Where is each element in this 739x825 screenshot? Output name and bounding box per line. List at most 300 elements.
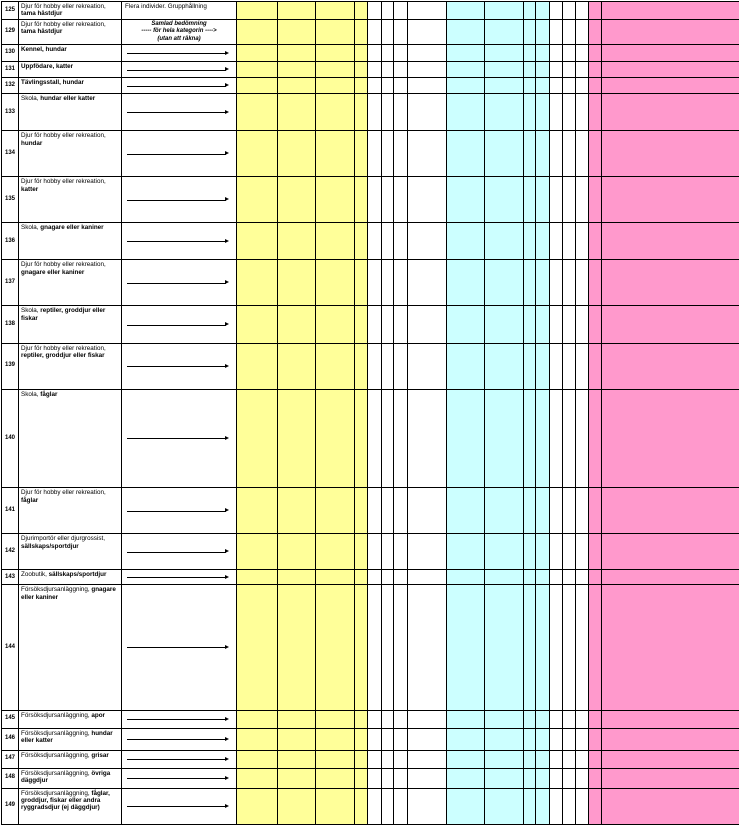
grid-cell: [355, 177, 368, 223]
category-cell: [19, 131, 122, 177]
grid-cell: [550, 585, 563, 710]
grid-cell: [576, 389, 589, 488]
grid-cell: [408, 177, 447, 223]
grid-cell: [355, 78, 368, 94]
category-name: hundar eller katter: [40, 95, 95, 102]
grid-cell: [368, 585, 382, 710]
grid-cell: [563, 177, 576, 223]
grid-cell: [394, 177, 408, 223]
category-prefix: Försöksdjursanläggning,: [21, 752, 91, 759]
grid-cell: [394, 131, 408, 177]
category-prefix: Skola,: [21, 307, 40, 314]
grid-cell: [576, 488, 589, 534]
grid-cell: [382, 343, 394, 389]
grid-cell: [368, 306, 382, 343]
arrow-right-icon: [225, 239, 229, 243]
category-name: katter: [21, 186, 38, 193]
direction-cell: [122, 131, 237, 177]
arrow-right-icon: [225, 575, 229, 579]
direction-cell: [122, 750, 237, 768]
grid-cell: [382, 585, 394, 710]
grid-cell: [576, 534, 589, 570]
grid-cell: [536, 2, 550, 20]
grid-cell: [589, 260, 602, 306]
grid-cell: [408, 131, 447, 177]
grid-cell: [524, 94, 536, 131]
arrow-right-icon: [225, 280, 229, 284]
row-number: 132: [2, 78, 19, 94]
grid-cell: [589, 45, 602, 62]
arrow-line: [127, 647, 226, 648]
grid-cell: [447, 768, 485, 788]
grid-cell: [589, 343, 602, 389]
row-number: 139: [2, 343, 19, 389]
grid-cell: [447, 62, 485, 78]
arrow-right-icon: [225, 776, 229, 780]
grid-cell: [394, 585, 408, 710]
grid-cell: [355, 710, 368, 728]
category-cell: [19, 750, 122, 768]
grid-cell: [576, 223, 589, 260]
summary-note: [125, 21, 233, 44]
grid-cell: [408, 570, 447, 585]
grid-cell: [602, 19, 739, 45]
grid-cell: [278, 131, 316, 177]
grid-cell: [237, 306, 278, 343]
grid-cell: [237, 19, 278, 45]
grid-cell: [368, 750, 382, 768]
grid-cell: [550, 728, 563, 750]
grid-cell: [316, 788, 355, 824]
grid-cell: [394, 78, 408, 94]
grid-cell: [368, 260, 382, 306]
arrow-line: [127, 552, 226, 553]
grid-cell: [524, 788, 536, 824]
grid-cell: [524, 585, 536, 710]
grid-cell: [589, 2, 602, 20]
grid-cell: [576, 260, 589, 306]
grid-cell: [563, 62, 576, 78]
arrow-right-icon: [225, 197, 229, 201]
grid-cell: [485, 223, 524, 260]
direction-cell: [122, 19, 237, 45]
grid-cell: [602, 78, 739, 94]
arrow-line: [127, 283, 226, 284]
grid-cell: [355, 94, 368, 131]
grid-cell: [237, 710, 278, 728]
category-cell: [19, 45, 122, 62]
grid-cell: [524, 728, 536, 750]
arrow-right-icon: [225, 110, 229, 114]
grid-cell: [355, 131, 368, 177]
category-prefix: Djur för hobby eller rekreation,: [21, 178, 106, 185]
category-name: gnagare eller kaniner: [21, 269, 84, 276]
category-prefix: Djur för hobby eller rekreation,: [21, 345, 106, 352]
grid-cell: [408, 62, 447, 78]
grid-cell: [602, 585, 739, 710]
grid-cell: [408, 488, 447, 534]
grid-cell: [316, 260, 355, 306]
category-name: sällskaps/sportdjur: [49, 571, 107, 578]
grid-cell: [368, 728, 382, 750]
grid-cell: [237, 728, 278, 750]
grid-cell: [485, 260, 524, 306]
table-row: [2, 94, 739, 131]
summary-line: Samlad bedömning: [125, 21, 233, 29]
grid-cell: [550, 768, 563, 788]
grid-cell: [382, 260, 394, 306]
arrow-line: [127, 200, 226, 201]
table-row: [2, 488, 739, 534]
summary-line: ----- för hela kategorin ---->: [125, 28, 233, 36]
category-cell: [19, 728, 122, 750]
grid-cell: [536, 45, 550, 62]
direction-cell: [122, 78, 237, 94]
arrow-line: [127, 53, 226, 54]
grid-cell: [589, 19, 602, 45]
row-number: 131: [2, 62, 19, 78]
grid-cell: [408, 389, 447, 488]
row-number: 149: [2, 788, 19, 824]
grid-cell: [602, 94, 739, 131]
category-cell: [19, 788, 122, 824]
grid-cell: [316, 389, 355, 488]
grid-cell: [447, 750, 485, 768]
grid-cell: [589, 710, 602, 728]
category-cell: [19, 2, 122, 20]
grid-cell: [355, 45, 368, 62]
grid-cell: [382, 78, 394, 94]
arrow-line: [127, 154, 226, 155]
grid-cell: [550, 78, 563, 94]
grid-cell: [278, 94, 316, 131]
control-category-table: [1, 1, 739, 825]
grid-cell: [576, 750, 589, 768]
table-row: [2, 768, 739, 788]
row-number: 143: [2, 570, 19, 585]
grid-cell: [237, 78, 278, 94]
grid-cell: [237, 534, 278, 570]
grid-cell: [447, 343, 485, 389]
grid-cell: [589, 750, 602, 768]
grid-cell: [382, 534, 394, 570]
category-cell: [19, 223, 122, 260]
grid-cell: [278, 389, 316, 488]
grid-cell: [278, 728, 316, 750]
grid-cell: [382, 177, 394, 223]
row-number: 140: [2, 389, 19, 488]
grid-cell: [536, 260, 550, 306]
arrow-line: [127, 325, 226, 326]
grid-cell: [408, 343, 447, 389]
category-name: gnagare eller kaniner: [21, 586, 116, 600]
arrow-right-icon: [225, 436, 229, 440]
grid-cell: [355, 62, 368, 78]
grid-cell: [536, 223, 550, 260]
table-row: [2, 177, 739, 223]
row-number: 141: [2, 488, 19, 534]
grid-cell: [447, 131, 485, 177]
grid-cell: [278, 19, 316, 45]
grid-cell: [485, 728, 524, 750]
grid-cell: [316, 728, 355, 750]
category-prefix: Djur för hobby eller rekreation,: [21, 261, 106, 268]
category-prefix: Djurimportör eller djurgrossist,: [21, 535, 105, 542]
grid-cell: [368, 710, 382, 728]
arrow-line: [127, 511, 226, 512]
grid-cell: [550, 223, 563, 260]
grid-cell: [368, 78, 382, 94]
table-row: [2, 2, 739, 20]
grid-cell: [447, 728, 485, 750]
grid-cell: [589, 177, 602, 223]
table-row: [2, 19, 739, 45]
grid-cell: [602, 45, 739, 62]
grid-cell: [237, 570, 278, 585]
grid-cell: [602, 131, 739, 177]
grid-cell: [563, 710, 576, 728]
grid-cell: [589, 534, 602, 570]
grid-cell: [563, 343, 576, 389]
grid-cell: [355, 750, 368, 768]
grid-cell: [524, 343, 536, 389]
grid-cell: [589, 488, 602, 534]
category-name: tama hästdjur: [21, 10, 62, 17]
direction-cell: [122, 223, 237, 260]
grid-cell: [394, 45, 408, 62]
grid-cell: [602, 223, 739, 260]
direction-cell: [122, 710, 237, 728]
grid-cell: [576, 585, 589, 710]
grid-cell: [278, 750, 316, 768]
grid-cell: [447, 488, 485, 534]
grid-cell: [536, 62, 550, 78]
table-row: [2, 570, 739, 585]
grid-cell: [550, 710, 563, 728]
grid-cell: [602, 710, 739, 728]
grid-cell: [485, 710, 524, 728]
grid-cell: [394, 534, 408, 570]
arrow-right-icon: [225, 67, 229, 71]
category-prefix: Skola,: [21, 224, 40, 231]
grid-cell: [316, 19, 355, 45]
category-cell: [19, 19, 122, 45]
grid-cell: [589, 131, 602, 177]
direction-cell: [122, 534, 237, 570]
grid-cell: [576, 2, 589, 20]
grid-cell: [576, 570, 589, 585]
grid-cell: [382, 710, 394, 728]
grid-cell: [316, 2, 355, 20]
category-name: Kennel, hundar: [21, 46, 67, 53]
grid-cell: [485, 570, 524, 585]
grid-cell: [485, 768, 524, 788]
category-cell: [19, 768, 122, 788]
grid-cell: [368, 389, 382, 488]
grid-cell: [536, 306, 550, 343]
direction-cell: [122, 768, 237, 788]
arrow-line: [127, 366, 226, 367]
grid-cell: [447, 788, 485, 824]
grid-cell: [602, 534, 739, 570]
table-row: [2, 62, 739, 78]
grid-cell: [278, 62, 316, 78]
category-name: Uppfödare, katter: [21, 63, 73, 70]
direction-text: Flera individer. Grupphållning: [125, 3, 233, 10]
arrow-line: [127, 241, 226, 242]
grid-cell: [524, 710, 536, 728]
category-name: grisar: [91, 752, 109, 759]
grid-cell: [447, 710, 485, 728]
grid-cell: [536, 343, 550, 389]
arrow-line: [127, 577, 226, 578]
grid-cell: [394, 389, 408, 488]
category-name: reptiler, groddjur eller fiskar: [21, 307, 105, 321]
row-number: 137: [2, 260, 19, 306]
grid-cell: [524, 260, 536, 306]
grid-cell: [550, 62, 563, 78]
row-number: 145: [2, 710, 19, 728]
grid-cell: [408, 728, 447, 750]
row-number: 136: [2, 223, 19, 260]
arrow-line: [127, 759, 226, 760]
direction-cell: [122, 2, 237, 20]
grid-cell: [602, 570, 739, 585]
table-row: [2, 788, 739, 824]
grid-cell: [550, 19, 563, 45]
grid-cell: [563, 534, 576, 570]
grid-cell: [563, 131, 576, 177]
grid-cell: [536, 788, 550, 824]
grid-cell: [602, 750, 739, 768]
grid-cell: [485, 788, 524, 824]
grid-cell: [550, 177, 563, 223]
row-number: 147: [2, 750, 19, 768]
grid-cell: [447, 2, 485, 20]
grid-cell: [355, 306, 368, 343]
grid-cell: [550, 260, 563, 306]
grid-cell: [237, 389, 278, 488]
grid-cell: [355, 488, 368, 534]
grid-cell: [602, 768, 739, 788]
grid-cell: [237, 45, 278, 62]
grid-cell: [602, 62, 739, 78]
table-row: [2, 306, 739, 343]
row-number: 125: [2, 2, 19, 20]
category-prefix: Zoobutik,: [21, 571, 49, 578]
category-name: Tävlingsstall, hundar: [21, 79, 84, 86]
grid-cell: [316, 768, 355, 788]
grid-cell: [576, 131, 589, 177]
grid-cell: [355, 728, 368, 750]
grid-cell: [394, 570, 408, 585]
category-name: tama hästdjur: [21, 28, 62, 35]
grid-cell: [316, 78, 355, 94]
grid-cell: [355, 570, 368, 585]
grid-cell: [368, 223, 382, 260]
grid-cell: [550, 45, 563, 62]
grid-cell: [408, 78, 447, 94]
category-cell: [19, 62, 122, 78]
direction-cell: [122, 389, 237, 488]
direction-cell: [122, 728, 237, 750]
grid-cell: [408, 2, 447, 20]
arrow-right-icon: [225, 549, 229, 553]
category-name: fåglar: [40, 391, 57, 398]
grid-cell: [576, 45, 589, 62]
grid-cell: [536, 94, 550, 131]
grid-cell: [589, 306, 602, 343]
category-cell: [19, 78, 122, 94]
grid-cell: [563, 728, 576, 750]
grid-cell: [278, 223, 316, 260]
grid-cell: [382, 488, 394, 534]
grid-cell: [485, 585, 524, 710]
grid-cell: [278, 488, 316, 534]
grid-cell: [278, 768, 316, 788]
grid-cell: [447, 570, 485, 585]
grid-cell: [602, 343, 739, 389]
category-name: reptiler, groddjur eller fiskar: [21, 352, 105, 359]
grid-cell: [368, 570, 382, 585]
grid-cell: [408, 710, 447, 728]
arrow-right-icon: [225, 645, 229, 649]
grid-cell: [355, 534, 368, 570]
grid-cell: [394, 2, 408, 20]
grid-cell: [589, 78, 602, 94]
grid-cell: [368, 94, 382, 131]
grid-cell: [550, 750, 563, 768]
grid-cell: [485, 177, 524, 223]
arrow-line: [127, 438, 226, 439]
grid-cell: [485, 45, 524, 62]
grid-cell: [237, 177, 278, 223]
table-row: [2, 728, 739, 750]
grid-cell: [485, 750, 524, 768]
grid-cell: [550, 131, 563, 177]
grid-cell: [355, 260, 368, 306]
grid-cell: [536, 768, 550, 788]
direction-cell: [122, 260, 237, 306]
row-number: 138: [2, 306, 19, 343]
grid-cell: [447, 306, 485, 343]
grid-cell: [237, 94, 278, 131]
grid-cell: [408, 94, 447, 131]
grid-cell: [382, 570, 394, 585]
grid-cell: [563, 306, 576, 343]
arrow-line: [127, 719, 226, 720]
grid-cell: [485, 488, 524, 534]
grid-cell: [278, 2, 316, 20]
table-row: [2, 710, 739, 728]
grid-cell: [394, 343, 408, 389]
table-row: [2, 389, 739, 488]
arrow-right-icon: [225, 83, 229, 87]
category-name: övriga däggdjur: [21, 770, 110, 784]
category-cell: [19, 94, 122, 131]
table-row: [2, 534, 739, 570]
category-name: fåglar, groddjur, fiskar eller andra ryggradsdjur (ej däggdjur): [21, 790, 110, 812]
grid-cell: [394, 62, 408, 78]
grid-cell: [563, 585, 576, 710]
grid-cell: [447, 585, 485, 710]
row-number: 142: [2, 534, 19, 570]
grid-cell: [524, 62, 536, 78]
grid-cell: [278, 306, 316, 343]
grid-cell: [382, 788, 394, 824]
grid-cell: [237, 343, 278, 389]
grid-cell: [408, 306, 447, 343]
